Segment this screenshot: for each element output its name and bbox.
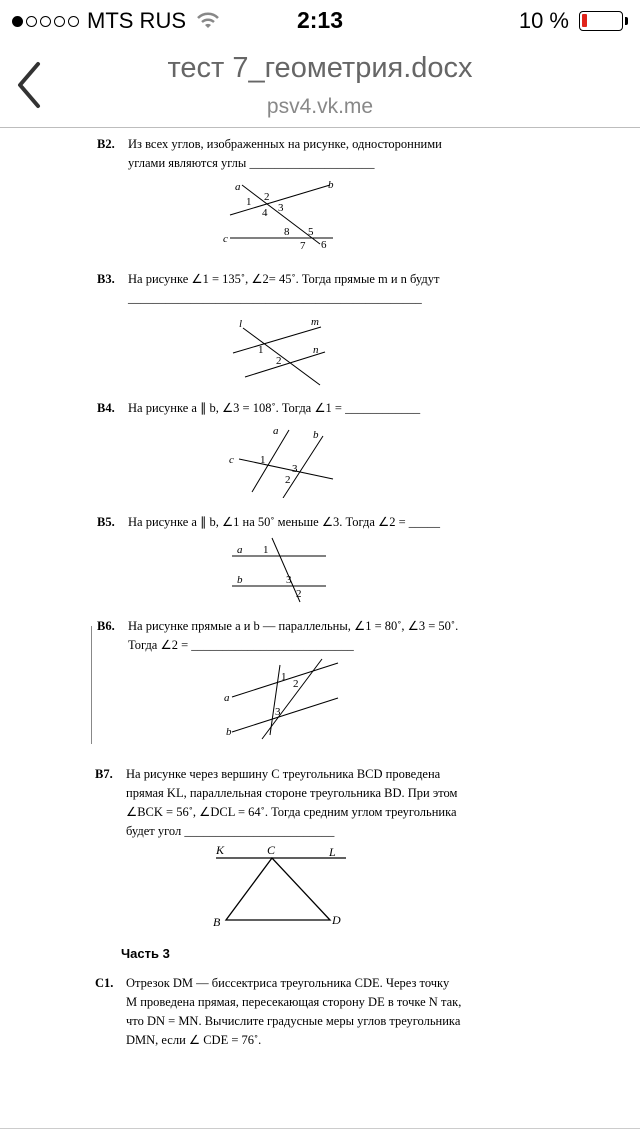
figure-b7 xyxy=(208,842,348,928)
label-B: B xyxy=(213,915,221,928)
label-2: 2 xyxy=(264,191,270,203)
task-number: В7. xyxy=(95,767,113,781)
label-3: 3 xyxy=(278,202,284,214)
label-a: a xyxy=(224,692,230,704)
battery-percent: 10 % xyxy=(518,8,569,33)
label-8: 8 xyxy=(284,226,290,238)
label-n: n xyxy=(313,344,319,356)
task-number: В5. xyxy=(97,515,115,529)
document-source: psv4.vk.me xyxy=(266,95,374,118)
label-4: 4 xyxy=(262,207,268,219)
figure-b3 xyxy=(225,317,335,387)
label-K: K xyxy=(216,843,225,857)
label-a: a xyxy=(237,544,243,556)
label-b: b xyxy=(237,574,243,586)
task-text: На рисунке через вершину C треугольника BCD проведена прямая KL, параллельная стороне треугольника BD. При этом ∠BCK = 56˚, ∠DCL = 64˚. Тогда средним углом треугольника будет угол ________________________ xyxy=(126,767,458,838)
task-b3 xyxy=(97,270,462,308)
battery-icon xyxy=(579,11,623,31)
label-3: 3 xyxy=(275,706,281,718)
task-text: Из всех углов, изображенных на рисунке, односторонними углами являются углы ____________________ xyxy=(128,137,442,170)
label-1: 1 xyxy=(258,344,264,356)
figure-b5 xyxy=(228,536,333,604)
task-number: В3. xyxy=(97,272,115,286)
carrier-name: MTS RUS xyxy=(87,8,186,33)
bottom-divider xyxy=(0,1128,640,1129)
status-bar xyxy=(0,0,640,40)
task-text: Отрезок DM — биссектриса треугольника CDE. Через точку M проведена прямая, пересекающая сторону DE в точке N так, что DN = MN. Вычислите градусные меры углов треугольника DMN, если ∠ CDE = 76˚. xyxy=(126,976,462,1047)
task-number: В4. xyxy=(97,401,115,415)
figure-b6 xyxy=(222,655,344,741)
task-number: С1. xyxy=(95,976,114,990)
navigation-bar xyxy=(0,40,640,128)
document-title: тест 7_геометрия.docx xyxy=(167,52,473,84)
task-number: В2. xyxy=(97,137,115,151)
label-1: 1 xyxy=(246,196,252,208)
task-text: На рисунке прямые a и b — параллельны, ∠1 = 80˚, ∠3 = 50˚. Тогда ∠2 = __________________________ xyxy=(128,619,459,652)
label-3: 3 xyxy=(292,463,298,475)
label-7: 7 xyxy=(300,240,306,252)
clock: 2:13 xyxy=(296,7,344,33)
label-2: 2 xyxy=(285,474,291,486)
label-2: 2 xyxy=(293,678,299,690)
label-b: b xyxy=(328,180,334,191)
label-L: L xyxy=(329,845,336,859)
label-b: b xyxy=(226,726,232,738)
label-c: c xyxy=(223,233,228,245)
battery-group xyxy=(519,8,628,34)
label-c: c xyxy=(229,454,234,466)
label-1: 1 xyxy=(281,671,287,683)
task-b6 xyxy=(97,617,462,655)
label-m: m xyxy=(311,317,319,328)
label-5: 5 xyxy=(308,226,314,238)
label-b: b xyxy=(313,429,319,441)
task-text: На рисунке a ∥ b, ∠1 на 50˚ меньше ∠3. Тогда ∠2 = _____ xyxy=(128,515,441,529)
task-text: На рисунке ∠1 = 135˚, ∠2= 45˚. Тогда прямые m и n будут _______________________________________________ xyxy=(128,272,440,305)
label-1: 1 xyxy=(260,454,266,466)
label-2: 2 xyxy=(296,588,302,600)
label-D: D xyxy=(332,913,341,927)
label-2: 2 xyxy=(276,355,282,367)
label-a: a xyxy=(273,426,279,437)
label-a: a xyxy=(235,181,241,193)
figure-b2 xyxy=(220,180,340,252)
label-l: l xyxy=(239,318,243,330)
task-text: На рисунке a ∥ b, ∠3 = 108˚. Тогда ∠1 = ____________ xyxy=(128,401,421,415)
figure-b4 xyxy=(225,426,340,498)
label-C: C xyxy=(267,843,276,857)
task-b7 xyxy=(95,765,463,841)
label-1: 1 xyxy=(263,544,269,556)
task-b5 xyxy=(97,513,462,532)
label-6: 6 xyxy=(321,239,327,251)
task-b2 xyxy=(97,135,462,173)
task-c1 xyxy=(95,974,463,1050)
task-b4 xyxy=(97,399,462,418)
document-content[interactable] xyxy=(0,129,640,1129)
label-3: 3 xyxy=(286,574,292,586)
margin-rule xyxy=(91,626,92,744)
task-number: В6. xyxy=(97,619,115,633)
section-heading: Часть 3 xyxy=(121,946,170,961)
